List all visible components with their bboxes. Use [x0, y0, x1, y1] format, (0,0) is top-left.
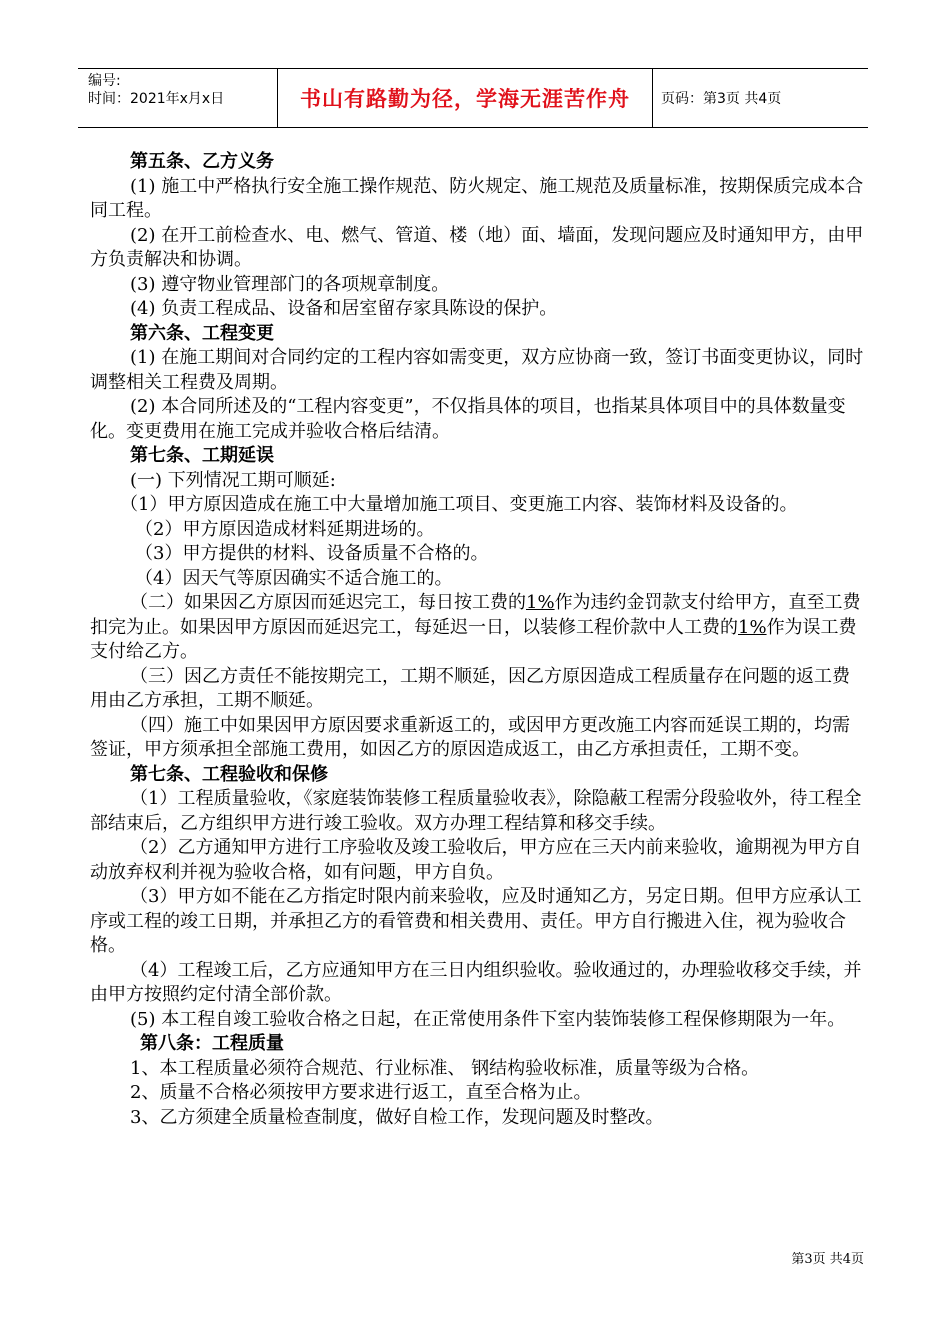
header-page-number: 页码：第3页 共4页: [661, 91, 782, 107]
article-5-paragraph: (2) 在开工前检查水、电、燃气、管道、楼（地）面、墙面，发现问题应及时通知甲方，由甲方负责解决和协调。: [90, 224, 864, 270]
article-8-paragraph: 2、质量不合格必须按甲方要求进行返工，直至合格为止。: [130, 1082, 592, 1103]
article-8-paragraph: 3、乙方须建全质量检查制度，做好自检工作，发现问题及时整改。: [130, 1106, 664, 1128]
article-7-delay-paragraph: （1）甲方原因造成在施工中大量增加施工项目、变更施工内容、装饰材料及设备的。: [120, 494, 798, 515]
compensation-rate: 1%: [738, 616, 767, 638]
article-7-acceptance-paragraph: （3）甲方如不能在乙方指定时限内前来验收，应及时通知乙方，另定日期。但甲方应承认工序或工程的竣工日期，并承担乙方的看管费和相关费用、责任。甲方自行搬进入住，视为验收合格。: [90, 886, 862, 956]
article-5-title: 第五条、乙方义务: [130, 151, 274, 172]
article-7-acceptance-paragraph: （1）工程质量验收，《家庭装饰装修工程质量验收表》，除隐蔽工程需分段验收外，待工程全部结束后，乙方组织甲方进行竣工验收。双方办理工程结算和移交手续。: [90, 788, 862, 834]
article-7-acceptance-title: 第七条、工程验收和保修: [130, 763, 328, 785]
article-6-paragraph: (2) 本合同所述及的“工程内容变更”，不仅指具体的项目，也指某具体项目中的具体数量变化。变更费用在施工完成并验收合格后结清。: [90, 396, 846, 442]
article-6-title: 第六条、工程变更: [130, 322, 274, 344]
text-run: （二）如果因乙方原因而延迟完工，每日按工费的: [130, 592, 526, 613]
article-7-delay-title: 第七条、工期延误: [130, 445, 274, 466]
article-5-paragraph: (4) 负责工程成品、设备和居室留存家具陈设的保护。: [130, 298, 558, 319]
document-body: [90, 150, 866, 1130]
article-7-delay-paragraph: （三）因乙方责任不能按期完工，工期不顺延，因乙方原因造成工程质量存在问题的返工费用由乙方承担，工期不顺延。: [90, 665, 850, 711]
text-run: 作为违约金罚款支付给甲方，直至工费扣完为止。如果因甲方原因而延迟完工，每延迟一日，以装修工程价款中人工费的: [90, 592, 861, 638]
article-5-paragraph: (1) 施工中严格执行安全施工操作规范、防火规定、施工规范及质量标准，按期保质完成本合同工程。: [90, 175, 864, 221]
article-5-paragraph: (3) 遵守物业管理部门的各项规章制度。: [130, 273, 450, 295]
article-7-delay-paragraph: [90, 591, 866, 665]
article-7-delay-paragraph: （四）施工中如果因甲方原因要求重新返工的，或因甲方更改施工内容而延误工期的，均需签证，甲方须承担全部施工费用，如因乙方的原因造成返工，由乙方承担责任，工期不变。: [90, 714, 850, 760]
header-motto: 书山有路勤为径，学海无涯苦作舟: [278, 69, 653, 127]
footer-page-number: 第3页 共4页: [791, 1252, 864, 1267]
penalty-rate: 1%: [526, 592, 555, 613]
article-7-acceptance-paragraph: （2）乙方通知甲方进行工序验收及竣工验收后，甲方应在三天内前来验收，逾期视为甲方自动放弃权利并视为验收合格，如有问题，甲方自负。: [90, 837, 862, 883]
article-8-paragraph: 1、本工程质量必须符合规范、行业标准、 钢结构验收标准，质量等级为合格。: [130, 1057, 760, 1079]
text-run: 作为误工费支付给乙方。: [90, 616, 857, 662]
article-8-title: 第八条：工程质量: [140, 1033, 284, 1054]
article-6-paragraph: (1) 在施工期间对合同约定的工程内容如需变更，双方应协商一致，签订书面变更协议，同时调整相关工程费及周期。: [90, 347, 864, 393]
article-7-delay-paragraph: （3）甲方提供的材料、设备质量不合格的。: [135, 543, 489, 564]
article-7-delay-paragraph: (一) 下列情况工期可顺延:: [130, 469, 336, 491]
article-7-delay-paragraph: （2）甲方原因造成材料延期进场的。: [135, 518, 435, 540]
page-header: [78, 68, 868, 128]
document-date-label: 时间：2021年x月x日: [88, 91, 225, 107]
header-meta: [78, 69, 278, 127]
article-7-delay-paragraph: （4）因天气等原因确实不适合施工的。: [135, 567, 453, 589]
article-7-acceptance-paragraph: （4）工程竣工后，乙方应通知甲方在三日内组织验收。验收通过的，办理验收移交手续，并由甲方按照约定付清全部价款。: [90, 959, 862, 1005]
document-number-label: 编号:: [88, 73, 121, 89]
article-7-acceptance-paragraph: (5) 本工程自竣工验收合格之日起，在正常使用条件下室内装饰装修工程保修期限为一年。: [130, 1008, 846, 1030]
